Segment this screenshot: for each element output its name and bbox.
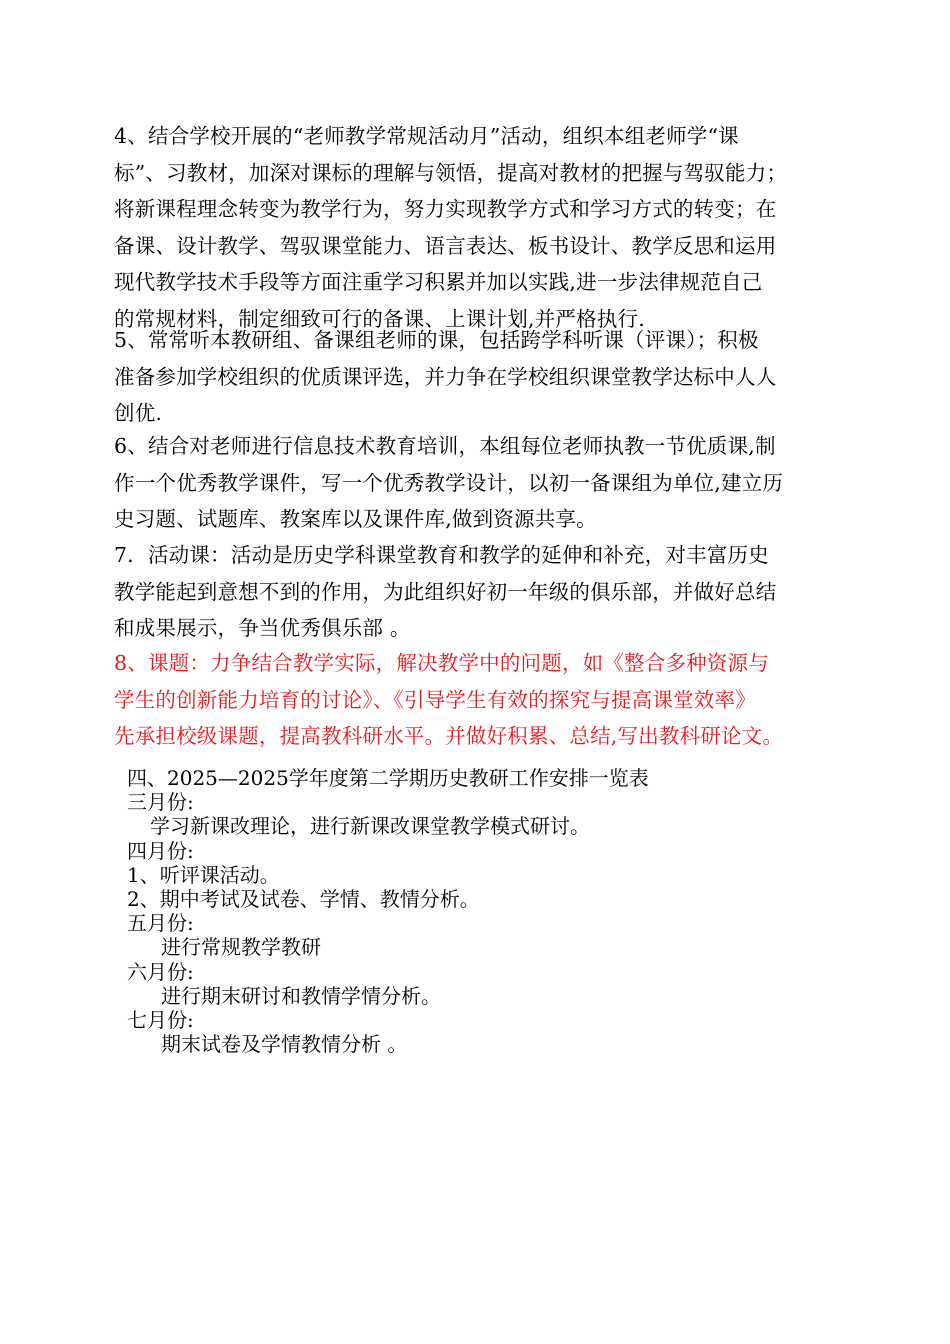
month-content-april-1: 1、听评课活动。: [127, 862, 280, 887]
month-label-may: 五月份:: [127, 911, 194, 936]
schedule-heading: 四、2025—2025学年度第二学期历史教研工作安排一览表: [127, 766, 649, 790]
month-label-june: 六月份:: [127, 959, 194, 984]
paragraph-line: 先承担校级课题，提高教科研水平。并做好积累、总结,写出教科研论文。: [114, 724, 784, 748]
paragraph-line: 的常规材料，制定细致可行的备课、上课计划,并严格执行.: [114, 306, 645, 331]
month-content-may: 进行常规教学教研: [161, 935, 321, 960]
month-content-march: 学习新课改理论，进行新课改课堂教学模式研讨。: [150, 814, 590, 839]
paragraph-line: 备课、设计教学、驾驭课堂能力、语言表达、板书设计、教学反思和运用: [114, 233, 777, 258]
month-content-july: 期末试卷及学情教情分析 。: [161, 1032, 408, 1057]
month-content-april-2: 2、期中考试及试卷、学情、教情分析。: [127, 887, 480, 912]
paragraph-line: 学生的创新能力培育的讨论》、《引导学生有效的探究与提高课堂效率》: [114, 687, 756, 712]
paragraph-line: 8、课题：力争结合教学实际，解决教学中的问题，如《整合多种资源与: [114, 651, 769, 675]
paragraph-line: 6、结合对老师进行信息技术教育培训，本组每位老师执教一节优质课,制: [114, 434, 776, 458]
paragraph-line: 4、结合学校开展的“老师教学常规活动月”活动，组织本组老师学“课: [114, 124, 739, 148]
paragraph-item-5: [114, 322, 844, 432]
paragraph-line: 作一个优秀教学课件，写一个优秀教学设计，以初一备课组为单位,建立历: [114, 470, 784, 495]
paragraph-line: 准备参加学校组织的优质课评选，并力争在学校组织课堂教学达标中人人: [114, 364, 777, 389]
paragraph-item-7: [114, 537, 844, 647]
paragraph-line: 和成果展示，争当优秀俱乐部 。: [114, 616, 411, 640]
paragraph-item-8: [114, 645, 844, 755]
schedule-section: [114, 766, 844, 1056]
paragraph-line: 7．活动课：活动是历史学科课堂教育和教学的延伸和补充，对丰富历史: [114, 543, 769, 567]
month-content-june: 进行期末研讨和教情学情分析。: [161, 983, 441, 1008]
paragraph-line: 标”、习教材，加深对课标的理解与领悟，提高对教材的把握与驾驭能力；: [114, 160, 788, 185]
paragraph-item-6: [114, 428, 844, 538]
paragraph-line: 现代教学技术手段等方面注重学习积累并加以实践,进一步法律规范自己: [114, 270, 763, 294]
paragraph-line: 5、常常听本教研组、备课组老师的课，包括跨学科听课（评课）；积极: [114, 328, 759, 352]
month-label-july: 七月份:: [127, 1008, 194, 1033]
paragraph-line: 创优.: [114, 401, 163, 425]
paragraph-line: 将新课程理念转变为教学行为，努力实现教学方式和学习方式的转变；在: [114, 197, 777, 221]
month-label-april: 四月份:: [127, 838, 194, 863]
month-label-march: 三月份:: [127, 790, 194, 815]
paragraph-line: 史习题、试题库、教案库以及课件库,做到资源共享。: [114, 507, 597, 531]
paragraph-line: 教学能起到意想不到的作用，为此组织好初一年级的俱乐部，并做好总结: [114, 579, 777, 604]
paragraph-item-4: [114, 118, 844, 337]
